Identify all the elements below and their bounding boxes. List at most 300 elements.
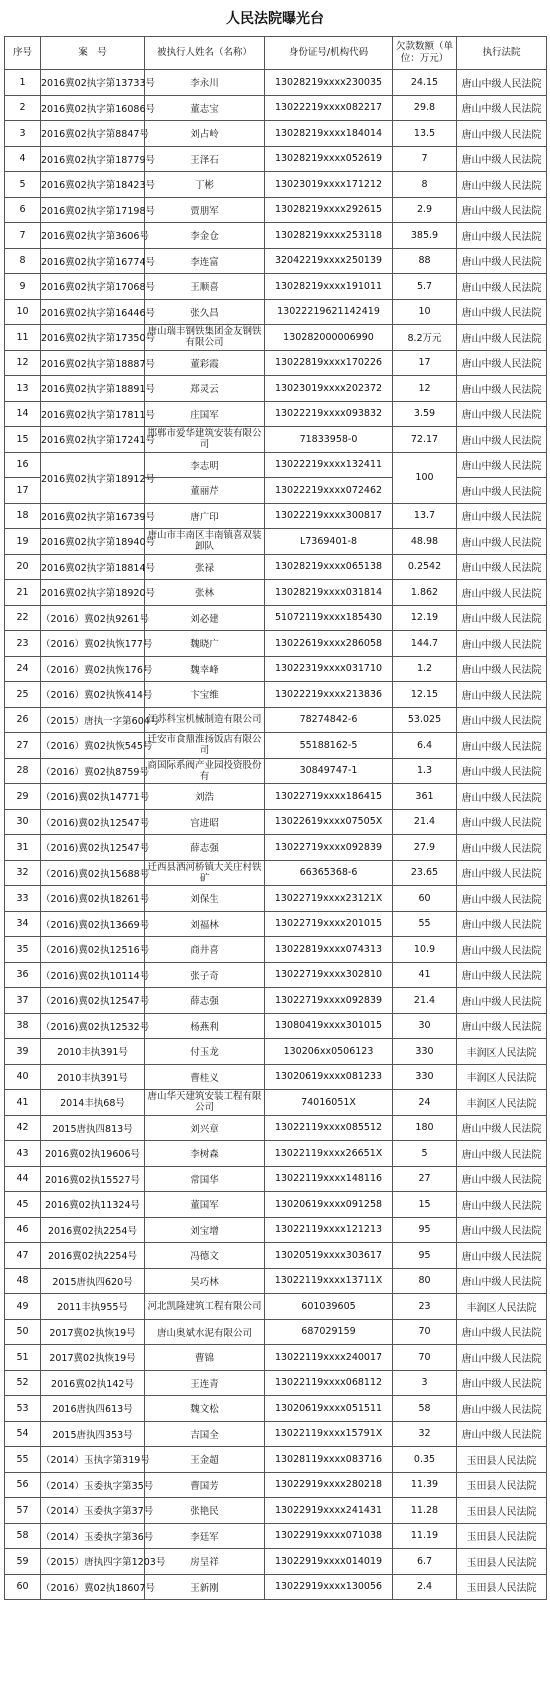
cell-court: 唐山中级人民法院 [457,835,547,861]
cell-amount: 0.2542 [393,554,457,580]
cell-amount: 95 [393,1217,457,1243]
cell-amount: 30 [393,1013,457,1039]
cell-name: 唐山瑞丰钢铁集团金友钢铁有限公司 [145,325,265,351]
cell-no: 42 [5,1115,41,1141]
cell-no: 47 [5,1243,41,1269]
table-row [5,197,547,223]
table-row [5,1166,547,1192]
cell-no: 60 [5,1574,41,1600]
cell-id: 13023019xxxx202372 [265,376,393,402]
cell-id: 13022119xxxx13711X [265,1268,393,1294]
cell-amount: 5.7 [393,274,457,300]
cell-no: 43 [5,1141,41,1167]
cell-no: 4 [5,146,41,172]
cell-case: 2017冀02执恢19号 [41,1345,145,1371]
cell-court: 唐山中级人民法院 [457,248,547,274]
cell-amount: 55 [393,911,457,937]
cell-name: 魏晓广 [145,631,265,657]
table-row [5,1319,547,1345]
table-row [5,631,547,657]
cell-amount: 1.862 [393,580,457,606]
table-header [5,37,547,70]
cell-amount: 13.5 [393,121,457,147]
cell-court: 唐山中级人民法院 [457,172,547,198]
cell-amount: 88 [393,248,457,274]
cell-name: 王顺喜 [145,274,265,300]
cell-case: 2010丰执391号 [41,1064,145,1090]
cell-no: 52 [5,1370,41,1396]
cell-id: 13022719xxxx186415 [265,784,393,810]
cell-no: 24 [5,656,41,682]
cell-name: 江苏科宝机械制造有限公司 [145,707,265,733]
cell-case: （2014）玉执字第319号 [41,1447,145,1473]
cell-case: （2014）玉委执字第37号 [41,1498,145,1524]
table-row [5,656,547,682]
cell-no: 28 [5,758,41,784]
cell-case: （2016)冀02执13669号 [41,911,145,937]
table-row [5,580,547,606]
cell-id: 13022619xxxx286058 [265,631,393,657]
table-row [5,1115,547,1141]
cell-name: 冯德文 [145,1243,265,1269]
cell-name: 迁安市食鼎淮扬饭店有限公司 [145,733,265,759]
cell-no: 30 [5,809,41,835]
cell-id: 13020619xxxx091258 [265,1192,393,1218]
table-row [5,401,547,427]
cell-case: 2016冀02执字第18423号 [41,172,145,198]
cell-name: 刘福林 [145,911,265,937]
cell-court: 玉田县人民法院 [457,1447,547,1473]
cell-no: 18 [5,503,41,529]
cell-name: 房呈祥 [145,1549,265,1575]
cell-court: 玉田县人民法院 [457,1574,547,1600]
cell-id: 55188162-5 [265,733,393,759]
cell-amount: 11.19 [393,1523,457,1549]
cell-name: 迁西县洒河桥镇大关庄村铁矿 [145,860,265,886]
cell-case: （2014）玉委执字第35号 [41,1472,145,1498]
cell-name: 刘宝增 [145,1217,265,1243]
cell-amount: 330 [393,1064,457,1090]
cell-case: 2016冀02执字第16446号 [41,299,145,325]
cell-no: 11 [5,325,41,351]
cell-case: （2016)冀02执10114号 [41,962,145,988]
cell-name: 杨燕利 [145,1013,265,1039]
cell-amount: 23.65 [393,860,457,886]
table-row [5,172,547,198]
cell-id: 13020519xxxx303617 [265,1243,393,1269]
cell-no: 32 [5,860,41,886]
cell-amount: 330 [393,1039,457,1065]
cell-amount: 0.35 [393,1447,457,1473]
cell-id: 13022719xxxx302810 [265,962,393,988]
cell-id: 13022319xxxx031710 [265,656,393,682]
cell-id: 13022719xxxx201015 [265,911,393,937]
cell-case: （2016）冀02执9261号 [41,605,145,631]
table-row [5,1013,547,1039]
cell-amount: 48.98 [393,529,457,555]
cell-amount: 12.19 [393,605,457,631]
table-row [5,1064,547,1090]
table-row [5,1498,547,1524]
table-row [5,1472,547,1498]
cell-id: 130282000006990 [265,325,393,351]
table-row [5,911,547,937]
cell-name: 曹锦 [145,1345,265,1371]
cell-case: 2016冀02执字第18779号 [41,146,145,172]
cell-id: 13022119xxxx148116 [265,1166,393,1192]
table-body [5,70,547,1600]
cell-court: 唐山中级人民法院 [457,1370,547,1396]
cell-court: 唐山中级人民法院 [457,988,547,1014]
table-row [5,809,547,835]
cell-id: 13022119xxxx121213 [265,1217,393,1243]
cell-name: 刘保生 [145,886,265,912]
cell-amount: 1.2 [393,656,457,682]
cell-id: 13020619xxxx081233 [265,1064,393,1090]
cell-id: 130206xx0506123 [265,1039,393,1065]
cell-name: 河北凯隆建筑工程有限公司 [145,1294,265,1320]
cell-no: 54 [5,1421,41,1447]
cell-court: 唐山中级人民法院 [457,911,547,937]
cell-name: 商井喜 [145,937,265,963]
cell-case: 2016冀02执字第18814号 [41,554,145,580]
cell-amount: 24 [393,1090,457,1116]
table-row [5,325,547,351]
cell-name: 吴巧林 [145,1268,265,1294]
header-amount: 欠款数额（单位：万元） [393,37,457,70]
cell-id: 13022119xxxx240017 [265,1345,393,1371]
cell-id: 13028219xxxx031814 [265,580,393,606]
cell-no: 6 [5,197,41,223]
cell-court: 唐山中级人民法院 [457,1217,547,1243]
cell-id: 78274842-6 [265,707,393,733]
cell-case: 2016唐执四613号 [41,1396,145,1422]
cell-case: （2016)冀02执12547号 [41,988,145,1014]
cell-case: （2016)冀02执12547号 [41,809,145,835]
cell-court: 唐山中级人民法院 [457,350,547,376]
cell-case: 2015唐执四813号 [41,1115,145,1141]
cell-no: 2 [5,95,41,121]
table-row [5,95,547,121]
cell-court: 唐山中级人民法院 [457,95,547,121]
cell-id: 13023019xxxx171212 [265,172,393,198]
cell-amount: 10.9 [393,937,457,963]
cell-court: 唐山中级人民法院 [457,886,547,912]
cell-court: 唐山中级人民法院 [457,70,547,96]
cell-case: 2016冀02执11324号 [41,1192,145,1218]
cell-no: 55 [5,1447,41,1473]
cell-id: 13022119xxxx26651X [265,1141,393,1167]
cell-court: 唐山中级人民法院 [457,554,547,580]
table-row [5,427,547,453]
cell-court: 唐山中级人民法院 [457,1115,547,1141]
table-row [5,529,547,555]
cell-case: （2016）冀02执18607号 [41,1574,145,1600]
cell-case: 2014丰执68号 [41,1090,145,1116]
cell-court: 唐山中级人民法院 [457,1319,547,1345]
cell-id: 13028219xxxx184014 [265,121,393,147]
cell-court: 丰润区人民法院 [457,1090,547,1116]
cell-id: 13022919xxxx280218 [265,1472,393,1498]
cell-court: 唐山中级人民法院 [457,1345,547,1371]
cell-no: 1 [5,70,41,96]
cell-amount: 58 [393,1396,457,1422]
cell-id: 74016051X [265,1090,393,1116]
cell-no: 45 [5,1192,41,1218]
table-row [5,784,547,810]
cell-case: 2016冀02执字第13733号 [41,70,145,96]
cell-case: 2016冀02执2254号 [41,1217,145,1243]
cell-no: 5 [5,172,41,198]
table-row [5,707,547,733]
cell-court: 玉田县人民法院 [457,1498,547,1524]
cell-name: 商国际系阀产业园投资股份有 [145,758,265,784]
cell-name: 张久昌 [145,299,265,325]
cell-id: 66365368-6 [265,860,393,886]
cell-amount: 21.4 [393,988,457,1014]
cell-no: 13 [5,376,41,402]
cell-case: （2016)冀02执12532号 [41,1013,145,1039]
cell-no: 49 [5,1294,41,1320]
cell-case: （2014）玉委执字第36号 [41,1523,145,1549]
cell-amount: 13.7 [393,503,457,529]
cell-name: 卞宝维 [145,682,265,708]
cell-name: 唐广印 [145,503,265,529]
cell-name: 李志明 [145,452,265,478]
table-row [5,223,547,249]
cell-amount: 180 [393,1115,457,1141]
cell-case: 2016冀02执15527号 [41,1166,145,1192]
cell-court: 丰润区人民法院 [457,1064,547,1090]
cell-case: （2016)冀02执15688号 [41,860,145,886]
table-row [5,733,547,759]
cell-name: 李金仓 [145,223,265,249]
cell-no: 39 [5,1039,41,1065]
cell-name: 李连富 [145,248,265,274]
cell-case: 2016冀02执字第16739号 [41,503,145,529]
cell-case: 2016冀02执字第18887号 [41,350,145,376]
cell-no: 37 [5,988,41,1014]
table-row [5,860,547,886]
cell-court: 唐山中级人民法院 [457,1141,547,1167]
cell-court: 唐山中级人民法院 [457,1243,547,1269]
cell-id: 687029159 [265,1319,393,1345]
cell-no: 26 [5,707,41,733]
cell-name: 宫进昭 [145,809,265,835]
header-id: 身份证号/机构代码 [265,37,393,70]
cell-court: 丰润区人民法院 [457,1039,547,1065]
table-row [5,937,547,963]
cell-name: 付玉龙 [145,1039,265,1065]
cell-case: （2016）冀02执恢176号 [41,656,145,682]
cell-name: 李廷军 [145,1523,265,1549]
cell-id: 13022719xxxx092839 [265,988,393,1014]
cell-name: 刘必建 [145,605,265,631]
cell-case: 2015唐执四353号 [41,1421,145,1447]
table-row [5,988,547,1014]
cell-court: 唐山中级人民法院 [457,1268,547,1294]
cell-id: 13022219xxxx093832 [265,401,393,427]
cell-amount: 24.15 [393,70,457,96]
cell-amount: 12.15 [393,682,457,708]
cell-amount: 361 [393,784,457,810]
cell-id: 30849747-1 [265,758,393,784]
cell-court: 唐山中级人民法院 [457,146,547,172]
cell-court: 唐山中级人民法院 [457,605,547,631]
header-court: 执行法院 [457,37,547,70]
table-row [5,605,547,631]
cell-no: 25 [5,682,41,708]
cell-no: 53 [5,1396,41,1422]
cell-court: 唐山中级人民法院 [457,121,547,147]
cell-no: 48 [5,1268,41,1294]
cell-court: 唐山中级人民法院 [457,656,547,682]
cell-case: （2015）唐执一字第604号 [41,707,145,733]
table-row [5,121,547,147]
cell-court: 唐山中级人民法院 [457,503,547,529]
cell-court: 唐山中级人民法院 [457,809,547,835]
cell-case: （2016)冀02执14771号 [41,784,145,810]
page-title: 人民法院曝光台 [226,11,324,27]
cell-name: 曹桂义 [145,1064,265,1090]
cell-id: 13022919xxxx130056 [265,1574,393,1600]
cell-no: 23 [5,631,41,657]
cell-case: 2016冀02执字第16774号 [41,248,145,274]
cell-id: 71833958-0 [265,427,393,453]
table-row [5,376,547,402]
table-row [5,350,547,376]
cell-no: 56 [5,1472,41,1498]
cell-amount: 8 [393,172,457,198]
header-case: 案 号 [41,37,145,70]
cell-id: 13022919xxxx014019 [265,1549,393,1575]
cell-court: 唐山中级人民法院 [457,1396,547,1422]
cell-amount: 7 [393,146,457,172]
cell-amount: 15 [393,1192,457,1218]
cell-name: 邯郸市爱华建筑安装有限公司 [145,427,265,453]
cell-court: 唐山中级人民法院 [457,1013,547,1039]
cell-amount: 2.4 [393,1574,457,1600]
exposure-table [4,36,547,1600]
cell-name: 唐山华天建筑安装工程有限公司 [145,1090,265,1116]
cell-court: 唐山中级人民法院 [457,427,547,453]
cell-id: 13022219xxxx213836 [265,682,393,708]
cell-id: 13028219xxxx292615 [265,197,393,223]
cell-case: 2016冀02执字第3606号 [41,223,145,249]
cell-no: 31 [5,835,41,861]
cell-no: 59 [5,1549,41,1575]
cell-case: 2016冀02执字第8847号 [41,121,145,147]
table-row [5,146,547,172]
table-row [5,554,547,580]
table-row [5,1421,547,1447]
cell-no: 8 [5,248,41,274]
cell-name: 唐山奥斌水泥有限公司 [145,1319,265,1345]
header-no: 序号 [5,37,41,70]
table-row [5,299,547,325]
cell-no: 10 [5,299,41,325]
cell-id: 13080419xxxx301015 [265,1013,393,1039]
cell-case: 2016冀02执2254号 [41,1243,145,1269]
cell-name: 董彩霞 [145,350,265,376]
cell-amount: 70 [393,1319,457,1345]
cell-name: 王新刚 [145,1574,265,1600]
cell-name: 魏文松 [145,1396,265,1422]
cell-case: 2016冀02执字第16086号 [41,95,145,121]
cell-id: 51072119xxxx185430 [265,605,393,631]
cell-amount: 6.7 [393,1549,457,1575]
cell-amount: 3.59 [393,401,457,427]
cell-name: 董志宝 [145,95,265,121]
cell-court: 唐山中级人民法院 [457,758,547,784]
cell-case: （2015）唐执四字第1203号 [41,1549,145,1575]
cell-court: 唐山中级人民法院 [457,325,547,351]
cell-no: 58 [5,1523,41,1549]
cell-id: 13022919xxxx071038 [265,1523,393,1549]
cell-name: 曹国芳 [145,1472,265,1498]
cell-court: 唐山中级人民法院 [457,274,547,300]
cell-amount: 70 [393,1345,457,1371]
cell-amount: 3 [393,1370,457,1396]
cell-name: 刘占岭 [145,121,265,147]
cell-case: 2016冀02执字第17068号 [41,274,145,300]
cell-no: 33 [5,886,41,912]
cell-no: 15 [5,427,41,453]
cell-amount: 6.4 [393,733,457,759]
cell-court: 唐山中级人民法院 [457,197,547,223]
table-row [5,503,547,529]
cell-court: 唐山中级人民法院 [457,1192,547,1218]
cell-name: 董丽芹 [145,478,265,504]
cell-court: 唐山中级人民法院 [457,223,547,249]
cell-case: 2016冀02执字第18912号 [41,452,145,503]
cell-name: 董国军 [145,1192,265,1218]
cell-court: 唐山中级人民法院 [457,1166,547,1192]
cell-no: 19 [5,529,41,555]
cell-court: 唐山中级人民法院 [457,962,547,988]
cell-amount: 5 [393,1141,457,1167]
cell-id: 13022919xxxx241431 [265,1498,393,1524]
table-row [5,1370,547,1396]
table-row [5,1141,547,1167]
cell-no: 38 [5,1013,41,1039]
table-row [5,1192,547,1218]
cell-court: 唐山中级人民法院 [457,299,547,325]
cell-court: 唐山中级人民法院 [457,401,547,427]
cell-case: 2016冀02执19606号 [41,1141,145,1167]
cell-id: 13022219xxxx132411 [265,452,393,478]
cell-court: 唐山中级人民法院 [457,478,547,504]
cell-amount: 11.28 [393,1498,457,1524]
cell-case: 2016冀02执字第17811号 [41,401,145,427]
cell-case: 2011丰执955号 [41,1294,145,1320]
cell-amount: 100 [393,452,457,503]
table-row [5,1268,547,1294]
cell-case: （2016)冀02执12547号 [41,835,145,861]
cell-case: 2016冀02执字第17198号 [41,197,145,223]
cell-case: 2016冀02执字第17350号 [41,325,145,351]
cell-name: 刘浩 [145,784,265,810]
cell-no: 44 [5,1166,41,1192]
cell-case: （2016)冀02执18261号 [41,886,145,912]
cell-case: （2016）冀02执恢414号 [41,682,145,708]
cell-court: 唐山中级人民法院 [457,707,547,733]
cell-no: 9 [5,274,41,300]
cell-name: 张禄 [145,554,265,580]
cell-no: 7 [5,223,41,249]
cell-no: 40 [5,1064,41,1090]
cell-court: 唐山中级人民法院 [457,784,547,810]
